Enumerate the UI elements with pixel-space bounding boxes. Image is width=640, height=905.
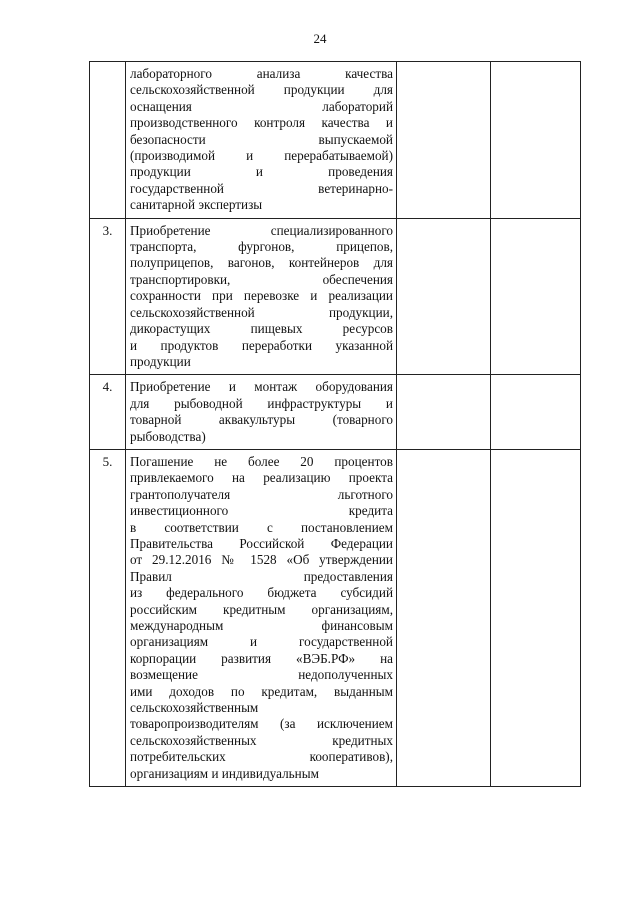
description-cell [126,449,397,786]
table-row [90,449,581,786]
text-line: рыбоводства) [130,428,206,444]
text-line: сохранности при перевозке и реализации [130,288,393,304]
text-line: международным финансовым [130,618,393,633]
table-row [90,375,581,450]
text-line: государственной ветеринарно- [130,180,393,196]
text-line: сельскохозяйственной продукции, [130,304,393,320]
page-number: 24 [313,31,327,46]
text-line: и продуктов переработки указанной [130,337,393,353]
text-line: Погашение не более 20 процентов [130,453,393,469]
text-line: дикорастущих пищевых ресурсов [130,321,393,337]
text-line: продукции и проведения [130,164,393,180]
empty-cell [397,375,491,450]
row-number-cell [90,62,126,219]
text-line: из федерального бюджета субсидий [130,585,393,601]
empty-cell [397,218,491,375]
text-line: санитарной экспертизы [130,197,263,213]
text-line: привлекаемого на реализацию проекта [130,470,393,486]
empty-cell [397,449,491,786]
empty-cell [397,62,491,219]
table-row [90,62,581,219]
document-table [89,61,581,787]
text-line: (производимой и перерабатываемой) [130,148,393,164]
row-number-cell: 5. [90,449,126,786]
description-cell [126,375,397,450]
text-line: транспортировки, обеспечения [130,271,393,287]
text-line: от 29.12.2016 № 1528 «Об утверждении [130,552,393,568]
empty-cell [491,449,581,786]
text-line: для рыбоводной инфраструктуры и [130,395,393,411]
row-number-cell: 3. [90,218,126,375]
text-line: потребительских кооперативов), [130,749,393,765]
text-line: Правил предоставления [130,568,393,584]
description-cell [126,62,397,219]
text-line: сельскохозяйственной продукции для [130,82,393,98]
text-line: производственного контроля качества и [130,115,393,131]
description-cell [126,218,397,375]
text-line: продукции [130,353,191,369]
text-line: корпорации развития «ВЭБ.РФ» на [130,650,393,666]
empty-cell [491,62,581,219]
text-line: полуприцепов, вагонов, контейнеров для [130,255,393,271]
text-line: в соответствии с постановлением [130,519,393,535]
text-line: Приобретение и монтаж оборудования [130,379,393,395]
row-number-cell: 4. [90,375,126,450]
text-line: транспорта, фургонов, прицепов, [130,239,393,255]
text-line: возмещение недополученных [130,667,393,683]
empty-cell [491,218,581,375]
text-line: ими доходов по кредитам, выданным [130,683,393,699]
table-row [90,218,581,375]
text-line: российским кредитным организациям, [130,601,393,617]
text-line: Приобретение специализированного [130,222,393,238]
text-line: грантополучателя льготного [130,486,393,502]
text-line: безопасности выпускаемой [130,131,393,147]
text-line: инвестиционного кредита [130,503,393,519]
text-line: товаропроизводителям (за исключением [130,716,393,732]
empty-cell [491,375,581,450]
text-line: товарной аквакультуры (товарного [130,412,393,428]
text-line: Правительства Российской Федерации [130,535,393,551]
text-line: лабораторного анализа качества [130,66,393,81]
text-line: сельскохозяйственным [130,700,259,716]
text-line: организациям и государственной [130,634,393,650]
text-line: сельскохозяйственных кредитных [130,732,393,748]
text-line: оснащения лабораторий [130,98,393,114]
text-line: организациям и индивидуальным [130,765,319,781]
